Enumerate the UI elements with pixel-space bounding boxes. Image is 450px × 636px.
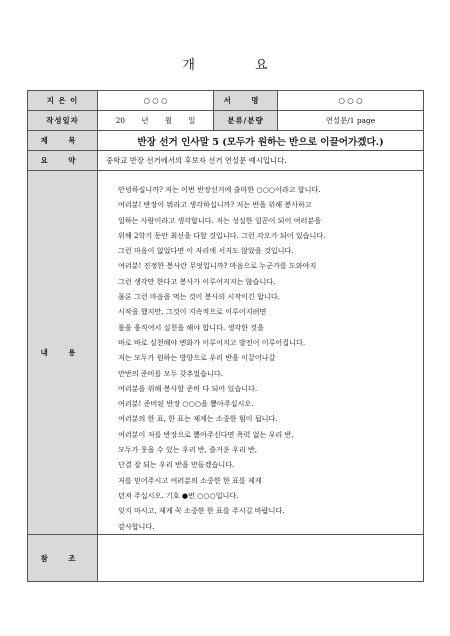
speech-line: 감사합니다. [118, 521, 155, 531]
reference-label: 참 조 [28, 535, 98, 582]
reference-value [98, 535, 424, 582]
summary-label: 요 약 [28, 151, 98, 171]
speech-line: 저를 믿어주시고 여러분의 소중한 한 표를 제게 [118, 475, 262, 485]
speech-line: 바로 바로 실천해야 변화가 이루어지고 발전이 이루어집니다. [118, 337, 306, 347]
written-date-label: 작성일자 [28, 111, 98, 131]
date-row [28, 111, 424, 131]
content-body [98, 171, 424, 535]
speech-line: 시작을 했지만, 그것이 지속적으로 이루어지려면 [118, 307, 267, 317]
summary-value: 중학교 반장 선거에서의 후보자 선거 연설문 예시입니다. [98, 151, 424, 171]
speech-line: 잊지 마시고, 제게 꼭 소중한 한 표를 주시길 바랍니다. [118, 506, 285, 516]
speech-line: 그런 마음이 없었다면 이 자리에 서지도 않았을 것입니다. [118, 246, 294, 256]
document-info-table [27, 90, 424, 582]
content-row [28, 171, 424, 535]
summary-row [28, 151, 424, 171]
speech-line: 물론 그런 마음을 먹는 것이 봉사의 시작이긴 합니다. [118, 292, 280, 302]
page-title: 개 요 [182, 58, 296, 73]
author-row [28, 91, 424, 111]
speech-line: 던져 주십시오. 기호 ●번 ○○○입니다. [118, 490, 239, 500]
speech-line: 여러분이 저를 반장으로 뽑아주신다면 폭력 없는 우리 반, [118, 429, 294, 439]
speech-text [118, 182, 417, 534]
category-label: 분류/분량 [214, 111, 278, 131]
subject-row [28, 131, 424, 151]
subject-value: 반장 선거 인사말 5 (모두가 원하는 반으로 이끌어가겠다.) [98, 131, 424, 151]
name-value: ○ ○ ○ [278, 91, 424, 111]
speech-line: 일하는 사람이라고 생각합니다. 저는 성실한 일꾼이 되어 여러분을 [118, 215, 322, 225]
speech-line: 모두가 웃을 수 있는 우리 반, 즐거운 우리 반, [118, 445, 258, 455]
speech-line: 여러분! 진정한 봉사란 무엇입니까? 마음으로 누군가를 도와야지 [118, 261, 317, 271]
speech-line: 안녕하십니까? 저는 이번 반장선거에 출마한 ○○○이라고 합니다. [118, 185, 321, 194]
speech-line: 그런 생각만 한다고 봉사가 이루어지지는 않습니다. [118, 276, 276, 286]
speech-line: 여러분! 반장이 뭐라고 생각하십니까? 저는 반을 위해 봉사하고 [118, 200, 312, 210]
content-label: 내 용 [28, 171, 98, 535]
name-label: 서 명 [214, 91, 278, 111]
speech-line: 여러분! 준비된 반장 ○○○을 뽑아주십시오. [118, 399, 254, 409]
category-value: 연설문/1 page [278, 111, 424, 131]
speech-line: 여러분을 위해 봉사할 준비 다 되어 있습니다. [118, 383, 258, 393]
speech-line: 몸을 움직여서 실천을 해야 합니다. 생각한 것을 [118, 322, 264, 332]
author-label: 지 은 이 [28, 91, 98, 111]
written-date-value: 20 년 월 일 [98, 111, 214, 131]
speech-line: 단결 잘 되는 우리 반을 만들겠습니다. [118, 460, 235, 470]
speech-line: 여러분의 한 표, 한 표는 제게는 소중한 힘이 됩니다. [118, 414, 278, 424]
speech-line: 위해 2학기 동안 최선을 다할 것입니다. 그런 각오가 되어 있습니다. [118, 230, 326, 240]
subject-label: 제 목 [28, 131, 98, 151]
reference-row [28, 535, 424, 582]
speech-line: 만반의 준비를 모두 갖추었습니다. [118, 368, 223, 378]
author-value: ○ ○ ○ [98, 91, 214, 111]
speech-line: 저는 모두가 원하는 방향으로 우리 반을 이끌어나갈 [118, 353, 276, 363]
